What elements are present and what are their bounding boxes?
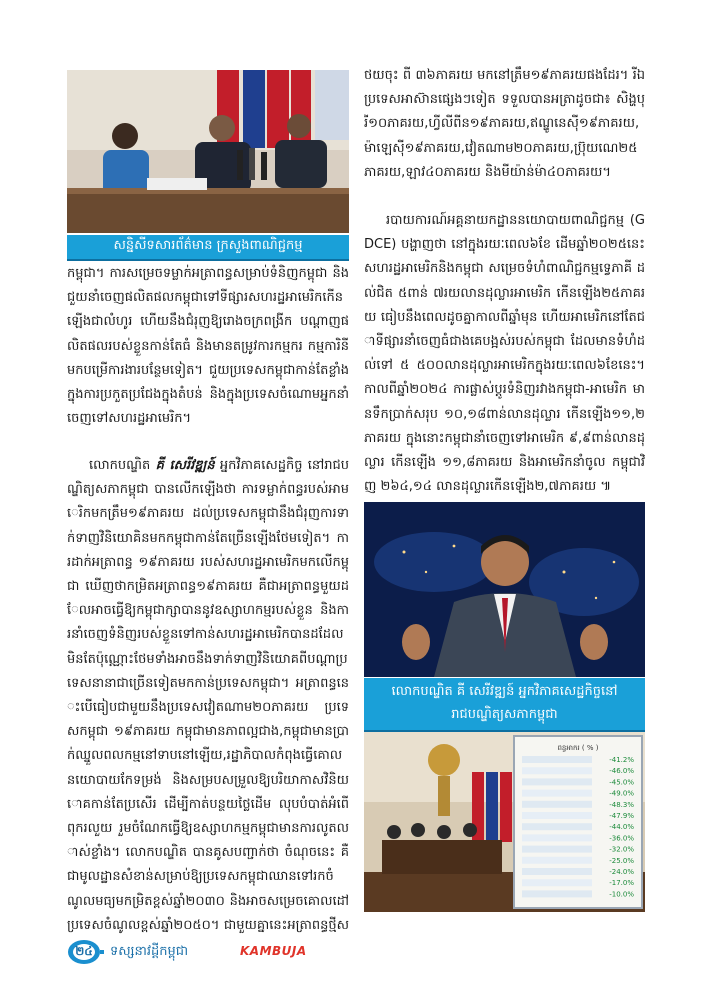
- screen-value: -41.2%: [609, 756, 634, 764]
- right-paragraph-1: ថយចុះ ពី ៣៦ភាគរយ មកនៅត្រឹម១៩ភាគរយផងដែរ។ រីឯប្រទេសអាស៊ានផ្សេងៗទៀត ទទួលបានអត្រាដូចជា៖ សិង្ហបុរី១០ភាគរយ,ហ្វីលីពីន១៩ភាគរយ,ឥណ្ឌូនេស៊ី១៩ភាគរយ, ម៉ាឡេស៊ី១៩ភាគរយ,វៀតណាម២០ភាគរយ,ប្រ៊ុយណេ២៥ភាគរយ,ឡាវ៤០ភាគរយ និងមីយ៉ាន់ម៉ា៤០ភាគរយ។: [364, 68, 645, 180]
- screen-row-bar: [522, 790, 592, 797]
- screen-row-bar: [522, 756, 592, 763]
- screen-value: -36.0%: [609, 834, 634, 843]
- press-conference-photo: [67, 70, 349, 233]
- screen-row-bar: [522, 879, 592, 886]
- screen-row-bar: [522, 846, 592, 853]
- press-conference-illustration: [67, 70, 349, 233]
- magazine-name: ទស្សនាវដ្តីកម្ពុជា: [110, 944, 189, 959]
- screen-row-bar: [522, 812, 592, 819]
- screen-value: -44.0%: [609, 823, 634, 832]
- screen-value: -46.0%: [609, 767, 634, 776]
- left-column: [67, 262, 349, 938]
- economist-illustration: [364, 502, 645, 677]
- screen-value: -45.0%: [609, 778, 634, 787]
- caption-line-2: រាជបណ្ឌិត្យសភាកម្ពុជា: [451, 707, 558, 722]
- screen-title: ពន្ធអាករ ( % ): [557, 744, 599, 752]
- economist-photo: [364, 502, 645, 677]
- economist-name: គី សេរីវឌ្ឍន៍: [155, 458, 215, 473]
- screen-row-bar: [522, 778, 592, 785]
- brand-name: KAMBUJA: [240, 944, 307, 958]
- screen-value: -25.0%: [609, 856, 634, 865]
- screen-row-bar: [522, 834, 592, 841]
- right-column: [364, 64, 645, 499]
- screen-row-bar: [522, 823, 592, 830]
- p2-prefix: លោកបណ្ឌិត: [89, 458, 156, 473]
- left-paragraph-2: [67, 454, 349, 938]
- briefing-room-illustration: [364, 732, 645, 912]
- screen-value: -24.0%: [609, 868, 634, 876]
- left-paragraph-1: កម្ពុជា។ ការសម្រេចទម្លាក់អត្រាពន្ធសម្រាប់ទំនិញកម្ពុជា និងជួយនាំចេញផលិតផលកម្ពុជាទៅទីផ្សារសហរដ្ឋអាមេរិកកើនឡើងជាលំហូរ ហើយនឹងជំរុញឱ្យរោងចក្រពង្រីក បណ្តាញផលិតផលរបស់ខ្លួនកាន់តែធំ និងមានតម្រូវការកម្មករ កម្មការិនីមកបម្រើការងារបន្ថែមទៀត។ ជួយប្រទេសកម្ពុជាកាន់តែខ្លាំងក្នុងការប្រកួតប្រជែងក្នុងតំបន់ និងក្នុងប្រទេសចំណោមអ្នកនាំចេញទៅសហរដ្ឋអាមេរិក។: [67, 266, 349, 427]
- briefing-room-photo: [364, 732, 645, 912]
- screen-row-bar: [522, 801, 592, 808]
- economist-caption: [364, 678, 645, 732]
- right-paragraph-2: របាយការណ៍អគ្គនាយកដ្ឋាននយោបាយពាណិជ្ជកម្ម (GDCE) បង្ហាញថា នៅក្នុងរយៈពេល៦ខែ ដើមឆ្នាំ២០២៥នេះ សហរដ្ឋអាមេរិកនិងកម្ពុជា សម្រេចទំហំពាណិជ្ជកម្មទ្វេភាគី ដល់ជិត ៥ពាន់ ៧រយលានដុល្លារអាមេរិក កើនឡើង២៥ភាគរយ ធៀបនឹងពេលដូចគ្នាកាលពីឆ្នាំមុន ហើយអាមេរិកនៅតែជាទីផ្សារនាំចេញធំជាងគេបង្អស់របស់កម្ពុជា ដែលមានទំហំដល់ទៅ ៥ ៥០០លានដុល្លារអាមេរិកក្នុងរយៈពេល៦ខែនេះ។ កាលពីឆ្នាំ២០២៤ ការផ្លាស់ប្តូរទំនិញរវាងកម្ពុជា-អាមេរិក មានទឹកប្រាក់សរុប ១០,១៨ពាន់លានដុល្លារ កើនឡើង១១,២ភាគរយ ក្នុងនោះកម្ពុជានាំចេញទៅអាមេរិក ៩,៩ពាន់លានដុល្លារ កើនឡើង ១១,៨ភាគរយ និងអាមេរិកនាំចូល កម្ពុជាវិញ ២៦៤,១៤ លានដុល្លារកើនឡើង២,៧ភាគរយ ៕: [364, 213, 645, 495]
- screen-value: -48.3%: [609, 800, 634, 809]
- screen-value: -32.0%: [609, 845, 634, 854]
- caption-text: សន្និសីទសារព័ត៌មាន ក្រសួងពាណិជ្ជកម្ម: [113, 238, 303, 253]
- press-conference-caption: [67, 235, 349, 261]
- screen-value: -49.0%: [609, 789, 634, 798]
- screen-value: -17.0%: [609, 879, 634, 888]
- p2-body: អ្នកវិភាគសេដ្ឋកិច្ច នៅរាជបណ្ឌិត្យសភាកម្ពុជា បានលើកឡើងថា ការទម្លាក់ពន្ធរបស់អាមេរិកមកត្រឹម១៩ភាគរយ ដល់ប្រទេសកម្ពុជានឹងជំរុញការទាក់ទាញវិនិយោគិនមកកម្ពុជាកាន់តែច្រើនឡើងថែមទៀត។ ការដាក់អត្រាពន្ធ ១៩ភាគរយ របស់សហរដ្ឋអាមេរិកមកលើកម្ពុជា ឃើញថាកម្រិតអត្រាពន្ធ១៩ភាគរយ គឺជាអត្រាពន្ធមួយដែលអាចធ្វើឱ្យកម្ពុជាក្សាបាននូវឧស្សាហកម្មរបស់ខ្លួន និងការនាំចេញទំនិញរបស់ខ្លួនទៅកាន់សហរដ្ឋអាមេរិកបានដដែល មិនតែប៉ុណ្ណោះថែមទាំងអាចនឹងទាក់ទាញវិនិយោគពីបណ្តាប្រទេសនានាជាច្រើនទៀតមកកាន់ប្រទេសកម្ពុជា។ អត្រាពន្ធនេះបើធៀបជាមួយនឹងប្រទេសវៀតណាម២០ភាគរយ ប្រទេសកម្ពុជា ១៩ភាគរយ កម្ពុជាមានភាពល្អជាង,កម្ពុជាមានប្រាក់ឈ្នួលពលកម្មនៅទាបនៅឡើយ,រដ្ឋាភិបាលកំពុងធ្វើគោលនយោបាយកែទម្រង់ និងសម្របសម្រួលឱ្យបរិយាកាសវិនិយោគកាន់តែប្រសើរ ដើម្បីកាត់បន្ថយថ្លៃដើម លុបបំបាត់អំពើពុករលួយ រួមចំណែកធ្វើឱ្យឧស្សាហកម្មកម្ពុជាមានការលូតលាស់ខ្លាំង។ លោកបណ្ឌិត បានគូសបញ្ជាក់ថា ចំណុចនេះ គឺជាមូលដ្ឋានសំខាន់សម្រាប់ឱ្យប្រទេសកម្ពុជាឈានទៅរកចំណូលមធ្យមកម្រិតខ្ពស់ឆ្នាំ២០៣០ និងអាចសម្រេចគោលដៅប្រទេសចំណូលខ្ពស់ឆ្នាំ២០៥០។ ជាមួយគ្នានេះអត្រាពន្ធថ្មីស: [67, 458, 349, 933]
- screen-row-bar: [522, 890, 592, 897]
- screen-row-bar: [522, 767, 592, 774]
- screen-row-bar: [522, 857, 592, 864]
- caption-line-1: លោកបណ្ឌិត គី សេរីវឌ្ឍន៍ អ្នកវិភាគសេដ្ឋកិច្ចនៅ: [391, 684, 618, 699]
- page-number: ២៤: [75, 944, 93, 958]
- screen-value: -47.9%: [609, 812, 634, 820]
- screen-row-bar: [522, 868, 592, 875]
- screen-value: -10.0%: [609, 890, 634, 899]
